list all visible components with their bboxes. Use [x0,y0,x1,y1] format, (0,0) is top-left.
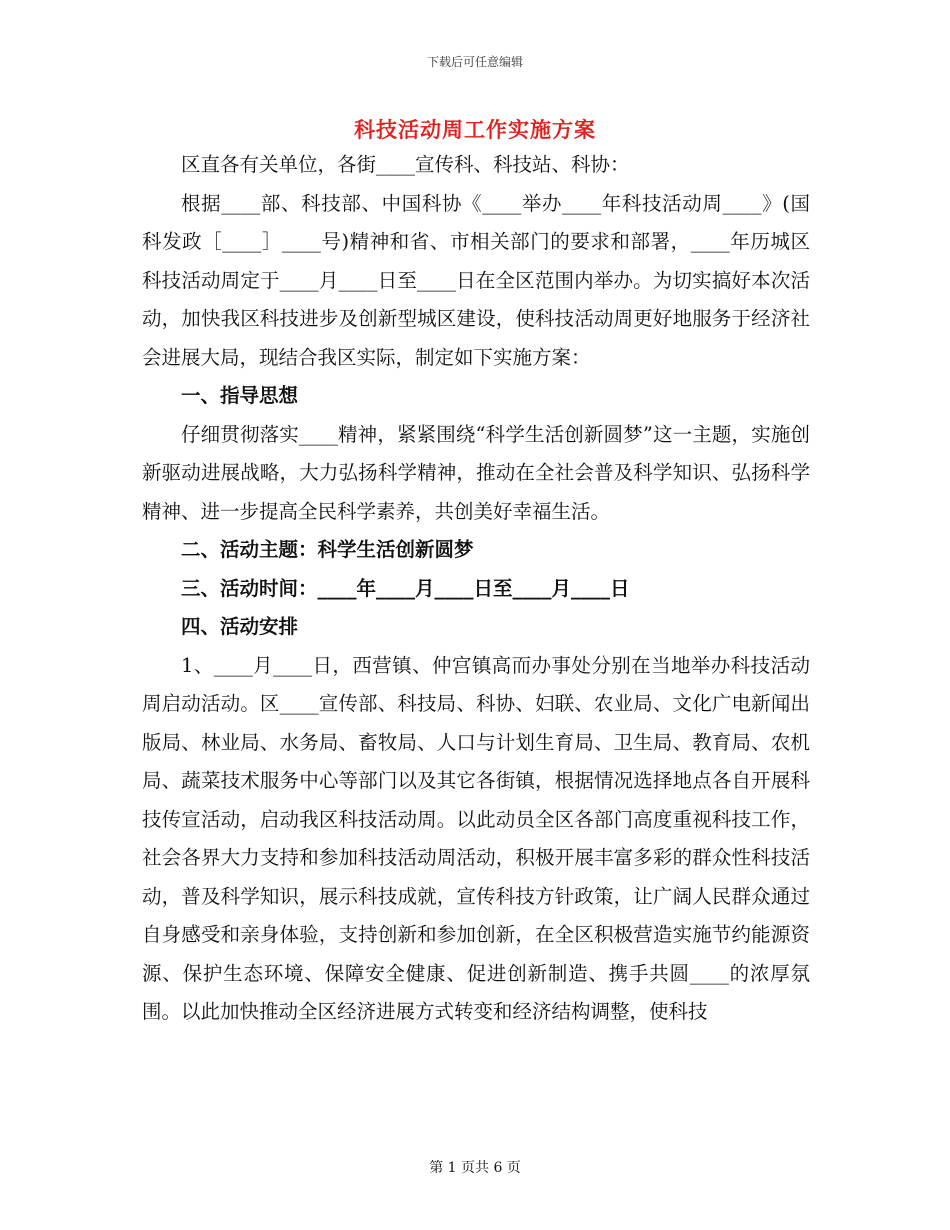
section-heading-4: 四、活动安排 [181,615,299,638]
section-heading-2: 二、活动主题：科学生活创新圆梦 [181,538,474,561]
page-footer: 第 1 页共 6 页 [429,1160,521,1176]
paragraph-intro: 根据____部、科技部、中国科协《____举办____年科技活动周____》(国科发政［____］____号)精神和省、市相关部门的要求和部署，____年历城区科技活动周定于____月____日至____日在全区范围内举办。为切实搞好本次活动，加快我区科技进步及创新型城区建设，使科技活动周更好地服务于经济社会进展大局，现结合我区实际，制定如下实施方案： [142,191,810,369]
paragraph-guiding: 仔细贯彻落实____精神，紧紧围绕“科学生活创新圆梦”这一主题，实施创新驱动进展战略，大力弘扬科学精神，推动在全社会普及科学知识、弘扬科学精神、进一步提高全民科学素养，共创美好幸福生活。 [142,422,810,523]
paragraph-arrangement-1: 1、____月____日，西营镇、仲宫镇高而办事处分别在当地举办科技活动周启动活动。区____宣传部、科技局、科协、妇联、农业局、文化广电新闻出版局、林业局、水务局、畜牧局、人口与计划生育局、卫生局、教育局、农机局、蔬菜技术服务中心等部门以及其它各街镇，根据情况选择地点各自开展科技传宣活动，启动我区科技活动周。以此动员全区各部门高度重视科技工作，社会各界大力支持和参加科技活动周活动，积极开展丰富多彩的群众性科技活动，普及科学知识，展示科技成就，宣传科技方针政策，让广阔人民群众通过自身感受和亲身体验，支持创新和参加创新，在全区积极营造实施节约能源资源、保护生态环境、保障安全健康、促进创新制造、携手共圆____的浓厚氛围。以此加快推动全区经济进展方式转变和经济结构调整，使科技 [142,653,810,1023]
paragraph-address: 区直各有关单位，各街____宣传科、科技站、科协： [181,153,630,176]
document-body [142,146,810,1032]
header-note: 下载后可任意编辑 [426,55,523,69]
document-title: 科技活动周工作实施方案 [354,118,596,142]
section-heading-1: 一、指导思想 [181,384,299,407]
section-heading-3: 三、活动时间：____年____月____日至____月____日 [181,576,630,600]
